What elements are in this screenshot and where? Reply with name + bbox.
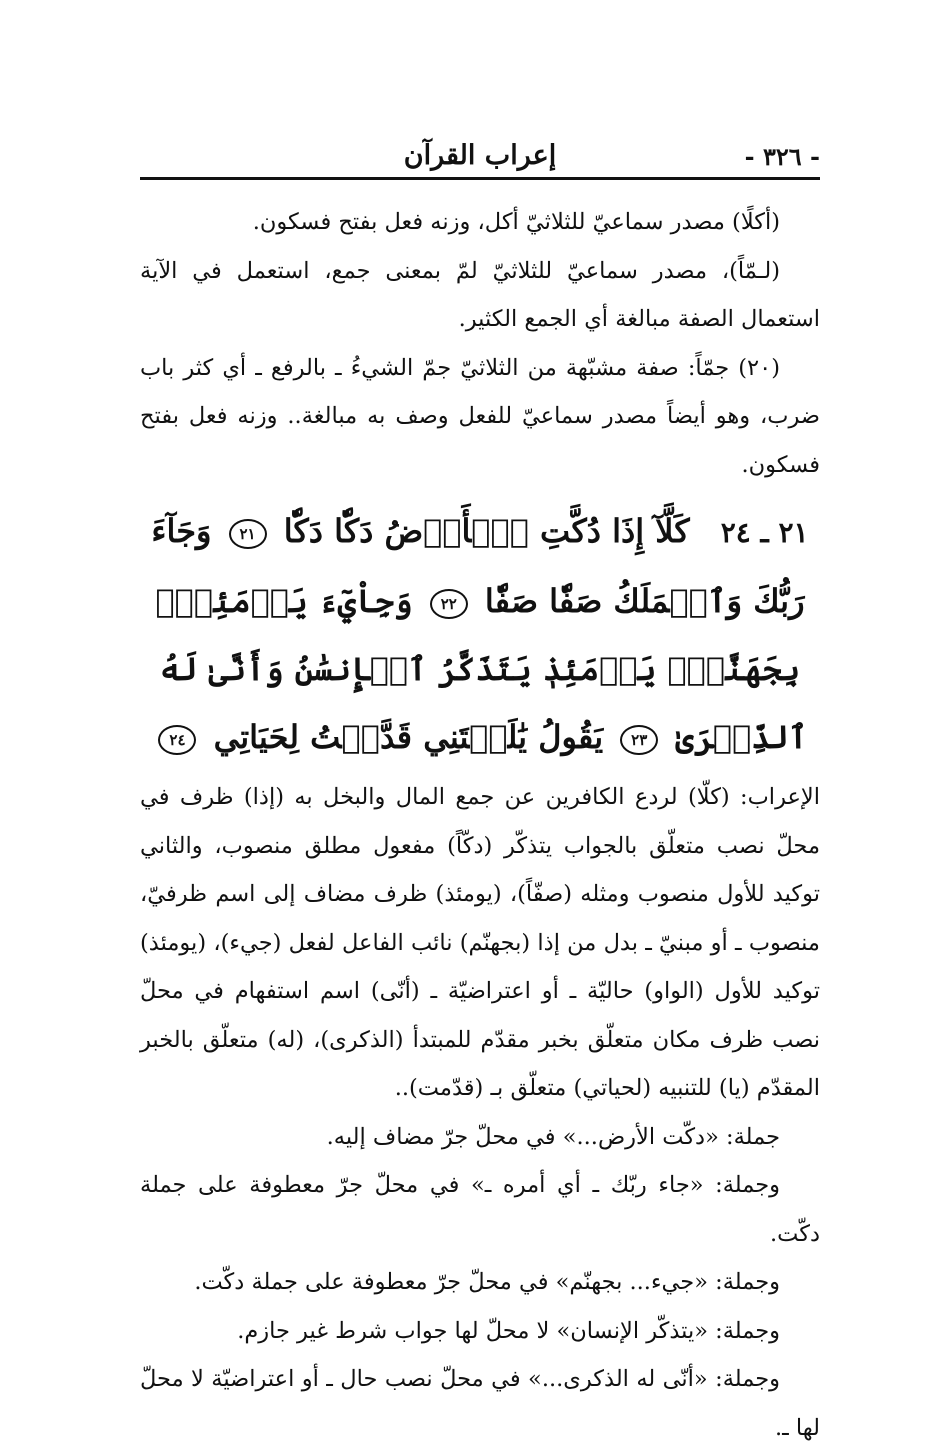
irab-paragraph: الإعراب: (كلّا) لردع الكافرين عن جمع المال والبخل به (إذا) ظرف في محلّ نصب متعلّق بالجواب يتذكّر (دكّاً) مفعول مطلق منصوب، والثاني توكيد للأول منصوب ومثله (صفّاً)، (يومئذ) ظرف مضاف إلى اسم ظرفيّ، منصوب ـ أو مبنيّ ـ بدل من إذا (بجهنّم) نائب الفاعل لفعل (جيء)، (يومئذ) توكيد للأول (الواو) حاليّة ـ أو اعتراضيّة ـ (أنّى) اسم استفهام في محلّ نصب ظرف مكان متعلّق بخبر مقدّم للمبتدأ (الذكرى)، (له) متعلّق بالخبر المقدّم (يا) للتنبيه (لحياتي) متعلّق بـ (قدّمت)..	[140, 773, 820, 1113]
page-number: - ٣٢٦ -	[745, 142, 820, 171]
paragraph-aklan: (أكلًا) مصدر سماعيّ للثلاثيّ أكل، وزنه فعل بفتح فسكون.	[140, 198, 820, 247]
ayah-end-marker: ٢١	[229, 519, 267, 549]
verse-text-24: يَقُولُ يَٰلَيۡتَنِي قَدَّمۡتُ لِحَيَاتِي	[214, 718, 604, 756]
sentence-item: وجملة: «أنّى له الذكرى...» في محلّ نصب حال ـ أو اعتراضيّة لا محلّ لها ـ.	[140, 1355, 820, 1452]
sentence-item: وجملة: «يتذكّر الإنسان» لا محلّ لها جواب شرط غير جازم.	[140, 1307, 820, 1356]
sentence-list	[140, 1113, 820, 1452]
sentence-item: جملة: «دكّت الأرض...» في محلّ جرّ مضاف إليه.	[140, 1113, 820, 1162]
verse-text-23: وَجِاْيٓءَ يَوۡمَئِذِۭ بِجَهَنَّمَۚ يَوۡمَئِذٖ يَتَذَكَّرُ ٱلۡإِنسَٰنُ وَأَنَّىٰ لَهُ ٱلذِّكۡرَىٰ	[155, 582, 807, 756]
page-header	[140, 140, 820, 176]
ayah-end-marker: ٢٢	[430, 589, 468, 619]
page-body	[140, 198, 820, 1452]
sentence-item: وجملة: «جاء ربّك ـ أي أمره ـ» في محلّ جرّ معطوفة على جملة دكّت.	[140, 1161, 820, 1258]
ayah-end-marker: ٢٣	[620, 725, 658, 755]
sentence-item: وجملة: «جيء... بجهنّم» في محلّ جرّ معطوفة على جملة دكّت.	[140, 1258, 820, 1307]
paragraph-lamman: (لـمّاً)، مصدر سماعيّ للثلاثيّ لمّ بمعنى جمع، استعمل في الآية استعمال الصفة مبالغة أي الجمع الكثير.	[140, 247, 820, 344]
ayah-end-marker: ٢٤	[158, 725, 196, 755]
header-rule	[140, 177, 820, 180]
verse-range: ٢١ ـ ٢٤	[721, 516, 809, 549]
quran-verse-block	[140, 497, 820, 771]
verse-text-21: كَلَّآ إِذَا دُكَّتِ ٱلۡأَرۡضُ دَكّٗا دَكّٗا	[284, 512, 690, 550]
paragraph-jamman: (٢٠) جمّاً: صفة مشبّهة من الثلاثيّ جمّ الشيءُ ـ بالرفع ـ أي كثر باب ضرب، وهو أيضاً مصدر سماعيّ للفعل وصف به مبالغة.. وزنه فعل بفتح فسكون.	[140, 344, 820, 490]
verse-text-22: وَجَآءَ رَبُّكَ وَٱلۡمَلَكُ صَفّٗا صَفّٗا	[151, 512, 804, 620]
book-title: إعراب القرآن	[140, 140, 820, 171]
